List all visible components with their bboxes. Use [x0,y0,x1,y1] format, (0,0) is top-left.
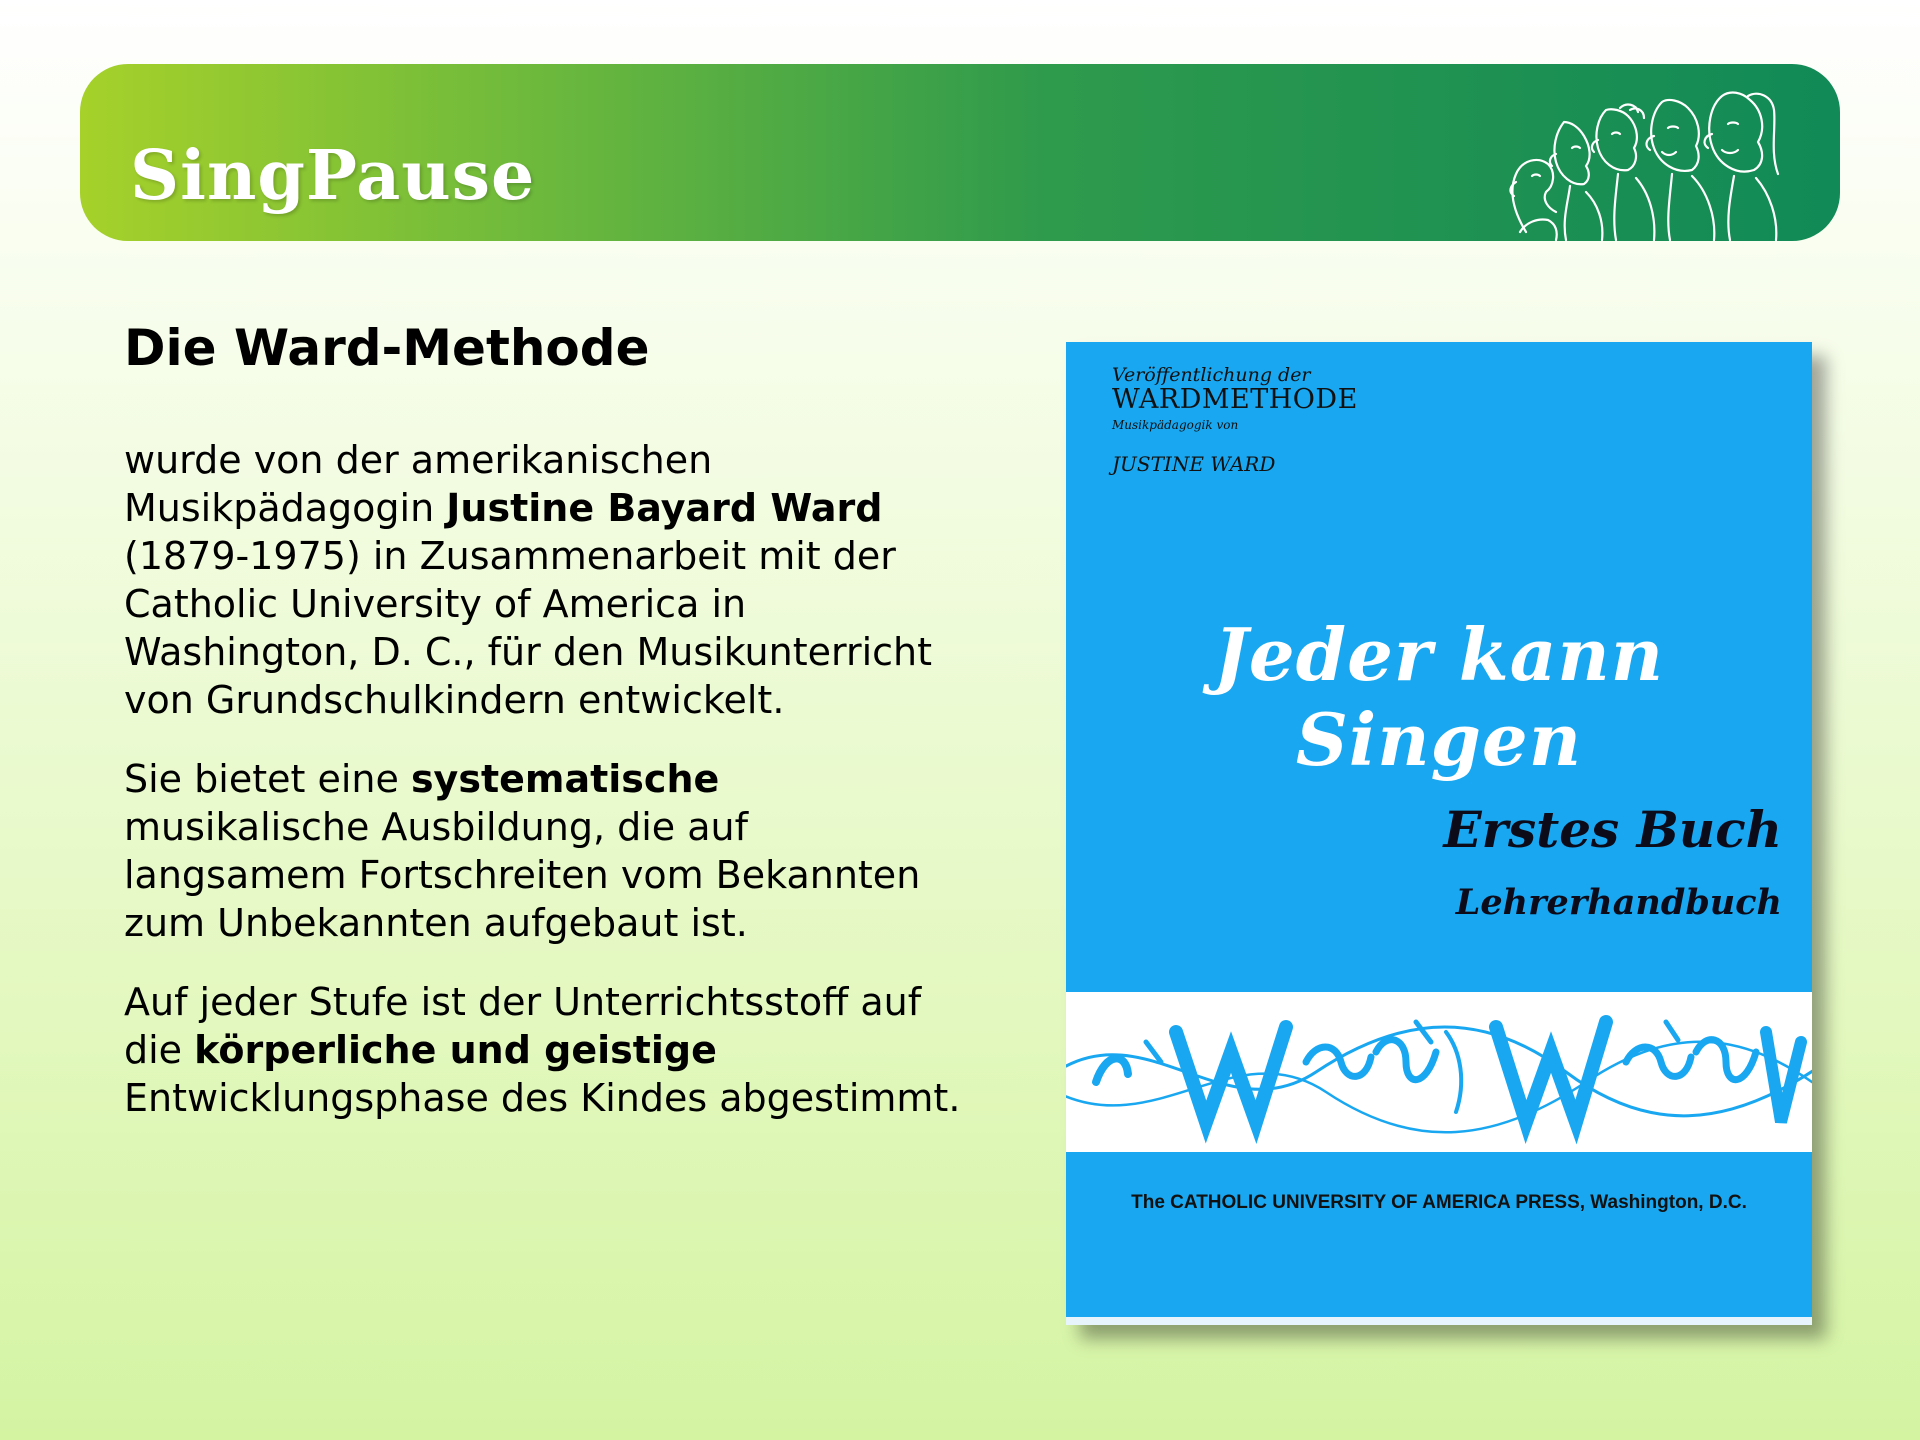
paragraph-origin [124,436,964,724]
text-run: Sie bietet eine [124,757,411,801]
calligraphy-decoration [1066,992,1812,1152]
page-title: Die Ward-Methode [124,319,650,377]
text-run: Entwicklungsphase des Kindes abgestimmt. [124,1076,961,1120]
paragraph-system [124,755,964,947]
text-run: (1879-1975) in Zusammenarbeit mit der Catholic University of America in Washington, D. C., für den Musikunterricht von Grundschulkindern entwickelt. [124,534,933,722]
emphasis-founder: Justine Bayard Ward [446,486,883,530]
cover-title: Jeder kann Singen [1213,612,1665,782]
cover-method: WARDMETHODE [1112,384,1358,415]
calligraphy-band [1066,992,1812,1152]
book-cover [1066,342,1812,1325]
emphasis-systematic: systematische [410,757,720,801]
header-banner [80,64,1840,241]
cover-author: JUSTINE WARD [1112,452,1276,476]
cover-edge [1066,1317,1812,1325]
text-run: musikalische Ausbildung, die auf langsamem Fortschreiten vom Bekannten zum Unbekannten aufgebaut ist. [124,805,921,945]
text-run: Auf jeder Stufe ist der Unterrichtsstoff auf die [124,980,922,1072]
cover-publisher: The CATHOLIC UNIVERSITY OF AMERICA PRESS, Washington, D.C. [1131,1192,1747,1213]
cover-manual: Lehrerhandbuch [1455,882,1782,923]
emphasis-development: körperliche und geistige [194,1028,717,1072]
text-run: wurde von der amerikanischen Musikpädagogin [124,438,713,530]
brand-title: SingPause [130,136,536,216]
singing-children-icon [1486,82,1786,241]
description-text [124,436,964,1153]
paragraph-development [124,978,964,1122]
cover-subtitle: Musikpädagogik von [1112,418,1239,432]
cover-book-number: Erstes Buch [1443,800,1782,859]
cover-publication: Veröffentlichung der [1112,364,1311,386]
